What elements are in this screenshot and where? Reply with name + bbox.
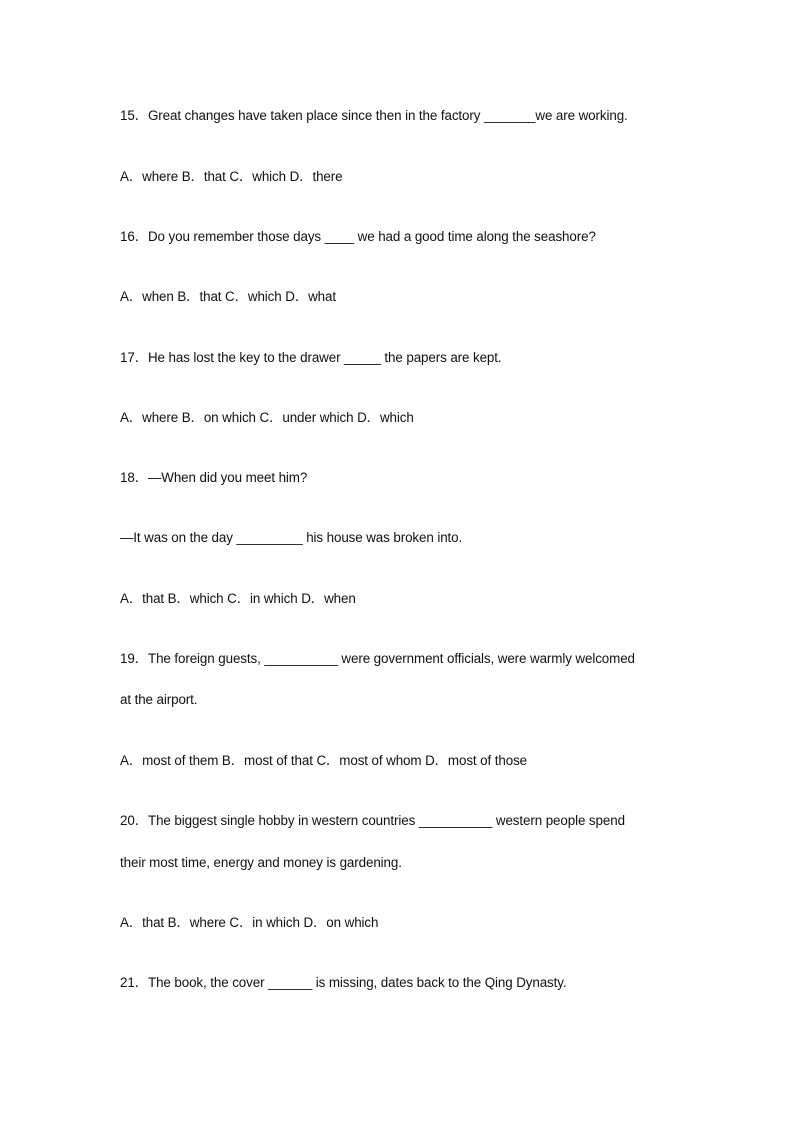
question-20-stem-line-2: their most time, energy and money is gardening. <box>120 855 402 870</box>
question-19-options: A．most of them B．most of that C．most of whom D．most of those <box>120 753 528 768</box>
question-18-dialog-question: 18．—When did you meet him? <box>120 470 308 485</box>
question-16-options: A．when B．that C．which D．what <box>120 289 336 304</box>
question-16-stem: 16．Do you remember those days ____ we had a good time along the seashore? <box>120 229 596 244</box>
question-20-options: A．that B．where C．in which D．on which <box>120 915 379 930</box>
question-17-options: A．where B．on which C．under which D．which <box>120 410 414 425</box>
question-15-stem: 15．Great changes have taken place since then in the factory _______we are working. <box>120 108 628 123</box>
question-15-options: A．where B．that C．which D．there <box>120 169 343 184</box>
question-21-stem: 21．The book, the cover ______ is missing, dates back to the Qing Dynasty. <box>120 975 567 990</box>
question-19-stem-line-1: 19．The foreign guests, __________ were government officials, were warmly welcomed <box>120 651 635 666</box>
question-20-stem-line-1: 20．The biggest single hobby in western countries __________ western people spend <box>120 813 625 828</box>
question-18-options: A．that B．which C．in which D．when <box>120 591 356 606</box>
question-19-stem-line-2: at the airport. <box>120 692 198 707</box>
question-18-dialog-answer: —It was on the day _________ his house was broken into. <box>120 530 463 545</box>
question-17-stem: 17．He has lost the key to the drawer _____ the papers are kept. <box>120 350 502 365</box>
